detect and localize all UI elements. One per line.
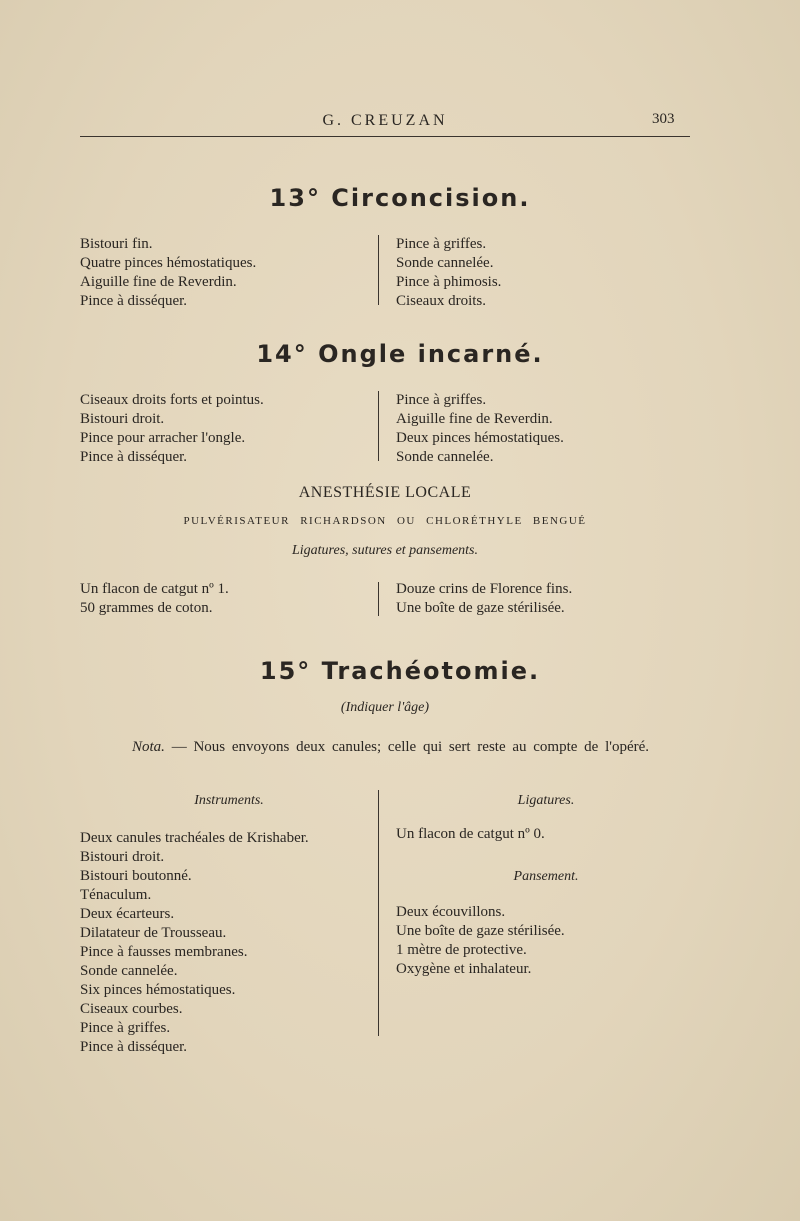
list-item: Oxygène et inhalateur. bbox=[396, 961, 532, 977]
list-item: Pince à griffes. bbox=[396, 236, 487, 252]
section-15-indication: (Indiquer l'âge) bbox=[340, 700, 430, 715]
list-item: Bistouri boutonné. bbox=[80, 868, 192, 884]
list-item: Deux écouvillons. bbox=[396, 904, 506, 920]
list-item: Une boîte de gaze stérilisée. bbox=[396, 600, 565, 616]
section-14-title: 14° Ongle incarné. bbox=[256, 340, 544, 368]
anesthesia-right-list bbox=[396, 580, 572, 618]
list-item: Pince à phimosis. bbox=[396, 274, 502, 290]
page-number: 303 bbox=[652, 111, 675, 127]
nota-text: — Nous envoyons deux canules; celle qui sert reste au compte de l'opéré. bbox=[171, 739, 650, 755]
list-item: Deux écarteurs. bbox=[80, 906, 175, 922]
ligatures-sutures-heading: Ligatures, sutures et pansements. bbox=[291, 543, 478, 558]
column-divider bbox=[378, 582, 379, 616]
list-item: Aiguille fine de Reverdin. bbox=[396, 411, 553, 427]
running-header-author: G. CREUZAN bbox=[322, 112, 448, 129]
section-13-right-list bbox=[396, 235, 501, 311]
list-item: Ciseaux droits forts et pointus. bbox=[80, 392, 264, 408]
section-13-title: 13° Circoncision. bbox=[269, 184, 531, 212]
list-item: Sonde cannelée. bbox=[396, 255, 494, 271]
list-item: Deux canules trachéales de Krishaber. bbox=[80, 830, 309, 846]
list-item: Pince à fausses membranes. bbox=[80, 944, 248, 960]
list-item: Six pinces hémostatiques. bbox=[80, 982, 236, 998]
nota-label: Nota. bbox=[132, 739, 165, 755]
list-item: Douze crins de Florence fins. bbox=[396, 581, 573, 597]
list-item: Bistouri fin. bbox=[80, 236, 153, 252]
column-divider bbox=[378, 790, 379, 1036]
list-item: Une boîte de gaze stérilisée. bbox=[396, 923, 565, 939]
list-item: Ciseaux courbes. bbox=[80, 1001, 183, 1017]
header-rule bbox=[80, 136, 690, 137]
list-item: Ciseaux droits. bbox=[396, 293, 486, 309]
anesthesia-title: ANESTHÉSIE LOCALE bbox=[298, 484, 472, 501]
ligatures-list bbox=[396, 825, 545, 844]
list-item: Dilatateur de Trousseau. bbox=[80, 925, 227, 941]
section-13-left-list bbox=[80, 235, 256, 311]
list-item: Pince à disséquer. bbox=[80, 449, 188, 465]
list-item: Sonde cannelée. bbox=[396, 449, 494, 465]
list-item: Un flacon de catgut nº 1. bbox=[80, 581, 229, 597]
list-item: Pince à griffes. bbox=[80, 1020, 171, 1036]
list-item: 1 mètre de protective. bbox=[396, 942, 527, 958]
instruments-list bbox=[80, 829, 309, 1057]
pansement-list bbox=[396, 903, 565, 979]
list-item: Pince pour arracher l'ongle. bbox=[80, 430, 246, 446]
list-item: Sonde cannelée. bbox=[80, 963, 178, 979]
list-item: Quatre pinces hémostatiques. bbox=[80, 255, 257, 271]
list-item: Deux pinces hémostatiques. bbox=[396, 430, 564, 446]
list-item: Pince à disséquer. bbox=[80, 293, 188, 309]
section-15-title: 15° Trachéotomie. bbox=[259, 657, 541, 685]
list-item: 50 grammes de coton. bbox=[80, 600, 213, 616]
ligatures-heading: Ligatures. bbox=[517, 793, 575, 808]
instruments-heading: Instruments. bbox=[194, 793, 264, 808]
list-item: Un flacon de catgut nº 0. bbox=[396, 826, 545, 842]
list-item: Pince à disséquer. bbox=[80, 1039, 188, 1055]
pansement-heading: Pansement. bbox=[513, 869, 579, 884]
anesthesia-subtitle: PULVÉRISATEUR RICHARDSON OU CHLORÉTHYLE BENGUÉ bbox=[183, 515, 587, 527]
list-item: Aiguille fine de Reverdin. bbox=[80, 274, 237, 290]
list-item: Bistouri droit. bbox=[80, 849, 165, 865]
column-divider bbox=[378, 391, 379, 461]
section-14-left-list bbox=[80, 391, 264, 467]
list-item: Pince à griffes. bbox=[396, 392, 487, 408]
anesthesia-left-list bbox=[80, 580, 229, 618]
nota-line bbox=[132, 739, 649, 756]
column-divider bbox=[378, 235, 379, 305]
section-14-right-list bbox=[396, 391, 564, 467]
list-item: Bistouri droit. bbox=[80, 411, 165, 427]
list-item: Ténaculum. bbox=[80, 887, 152, 903]
